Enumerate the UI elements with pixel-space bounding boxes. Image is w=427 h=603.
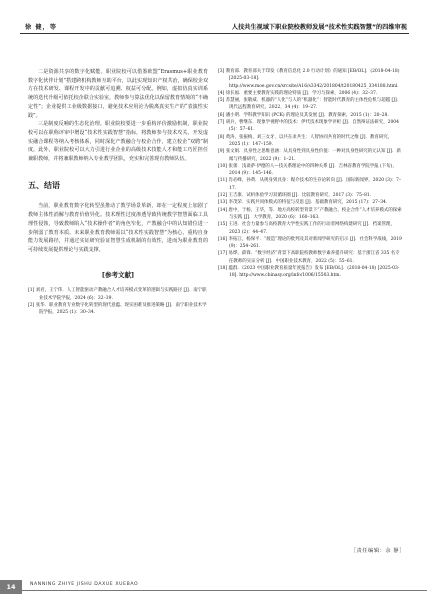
reference-item: [13] 李茂荣．实践共同体模式的特征与反思 [J]．基础教育研究，2015 (17)：27–34.: [218, 200, 388, 206]
references-heading: [参考文献]: [102, 270, 134, 279]
reference-item: [10] 张蕾．浅谈萨·伊德的人—技关系理论中的四种关系 [J]．吉林省教育学院学报 (下旬)，2014 (9)：145–146.: [218, 163, 397, 177]
conclusion-heading: 五、结语: [28, 180, 60, 190]
reference-item: [4] 徐长福．重要主要教育实践的理论特质 [J]．学习与探索，2006 (4)：32–37.: [218, 90, 378, 96]
reference-item: [2] 张华．职业教育专业数字化转型的现代意蕴、现实困难及推进策略 [J]．南宁职业技术学院学报，2025 (1)：30–34.: [28, 302, 207, 316]
footer-rule: [22, 590, 427, 591]
reference-item: [3] 教育部．教育部关于印发《教育信息化 2.0 行动计划》的通知 [EB/OL]．(2018-04-18) [2025-03-18]. http://www.moe.gov.cn/srcsite/A16/s3342/201804/t20180425_334188.html.: [218, 69, 400, 89]
reference-item: [15] 王进．社会力量参与高校教育大学性实践工作的行动者网络构建研究 [J]．档案管理，2023 (2)：44–47.: [218, 222, 395, 235]
reference-item: [8] 黄涛，张振梅，刘三女牙，以共在求共生：人智协同共育的时代之维 [J]．教育研究，2025 (1)：147–159.: [218, 134, 393, 147]
reference-item: [17] 易烨，薛锋．“数字经济”背景下高职院校教师数字素养提升研究：基于浙江省 335 名专任教师的实证分析 [J]．中国职业技术教育，2022 (5)：55–61.: [218, 251, 400, 264]
reference-item: [5] 苏慧丽，张敬威．机器的“人化”与人的“机器化”：智能时代教育的主体性危机与超越 [J]．现代远程教育研究，2022，34 (4)：19–27.: [218, 98, 402, 111]
reference-item: [1] 刘君，王宁伟．人工智能驱动产教融合人才培养模式变革的逻辑与实践路径 [J]．南宁职业技术学院学报，2024 (6)：32–39.: [28, 288, 207, 301]
reference-item: [18] 蕴群．《2023 中国职业教育质量年度报告》发布 [EB/OL]．(2018-04-18) [2025-03-18]. http://www.chinasy.org/info/1006/15503.htm.: [218, 266, 400, 279]
editor-credit: ［责任编辑：余 静］: [350, 548, 405, 554]
reference-item: [12] 王吉康．试析体验学习双循环圈 [J]．比较教育研究，2017 (3)：75–81.: [218, 193, 372, 199]
body-paragraph: 三是制度反哺的生态化治理。职业院校要进一步重构评价激励机制，职业院校可以在职称评审中增设“技术性实践智慧”指标，将教师参与技术攻关、开发虚实融合课程等纳入考核体系，同时深化产教融合与校企合作，建立校企“双聘”制度。此外，职业院校可以大力引进行业企业的高级技术技能人才和能工巧匠担任兼职教师，并将兼职教师纳入专业教学团队，充实和完善现有教师队伍。: [28, 121, 208, 163]
reference-item: [16] 李拓江，杨保平．“渡造”理论的批判及其对新闻学研究的启示 [J]．社会科学战线，2019 (9)：254–261.: [218, 236, 402, 250]
reference-item: [9] 张文娟．具身性之思维意涵：从具身性到具身性价值：一种对具身性研究的元认知 [J]．新闻与传播研究，2022 (9)：1–21.: [218, 149, 401, 162]
left-column: [28, 68, 208, 317]
reference-item: [11] 肖必峰，孙黄．从规身到具身：媒介技术的生存论转向 [J]．国际新闻界，2020 (3)：7–17.: [218, 178, 402, 191]
header-running-title: 人技共生视域下职业院校教师发展“技术性实践智慧”的四维审视: [231, 24, 407, 31]
reference-item: [14] 唐中，于杨，王华，等．地方高校转型背景下“产教融合、校企合作”人才培养模式的探索与实践 [J]．大学教育，2020 (6)：160–163.: [218, 207, 402, 220]
conclusion-paragraph: 当前，职业教育数字化转型虽推动了教学场景革新，却在一定程度上加剧了教师主体性消解与教育价值异化。技术理性过度渗透导致传统教学智慧面临工具理性侵蚀，导致教师陷入“技术操作者”的角色窄化，产教融合中的认知错位进一步削弱了教育本质。未来职业教育教师需以“技术性实践智慧”为核心，重构自身能力发展路径，并通过实证研究验证智慧生成机制的有效性，进而为职业教育的可持续发展提供理论与实践支撑。: [28, 203, 208, 253]
page-header: [0, 0, 427, 40]
page-number: 14: [0, 580, 22, 594]
right-column: [218, 68, 403, 280]
body-paragraph: 二是资源共享的数字化赋能。职业院校可以借鉴欧盟“Erasmus+职业教育数字化伙伴计划”搭建跨机构教师互助平台，以此实现知识产权共治，确保校企双方在技术研发、课程开发中的贡献可追溯、权益可分配。例如，虚拟仿真实训系统的迭代升级可依托校企联合实验室，教师参与算法优化以保留教育情境的“不确定性”；企业提供工业级数据接口，避免技术应用沦为脱离真实生产的“表演性实践”。: [28, 69, 208, 119]
page-footer: [0, 580, 427, 594]
reference-item: [7] 胡兵，曹继东．现象学视野中的技术：伊代技术现象学评析 [J]．自然辩证法研究，2004 (5)：57–61.: [218, 120, 399, 133]
reference-item: [6] 潘小明．学科教学知识 (PCK) 的理论及其发展 [J]．教育探索，2015 (1)：20–28.: [218, 112, 389, 118]
header-authors: 徐 健，等: [25, 24, 57, 31]
header-rule: [20, 33, 409, 34]
journal-name: NANNING ZHIYE JISHU DAXUE XUEBAO: [30, 582, 139, 587]
